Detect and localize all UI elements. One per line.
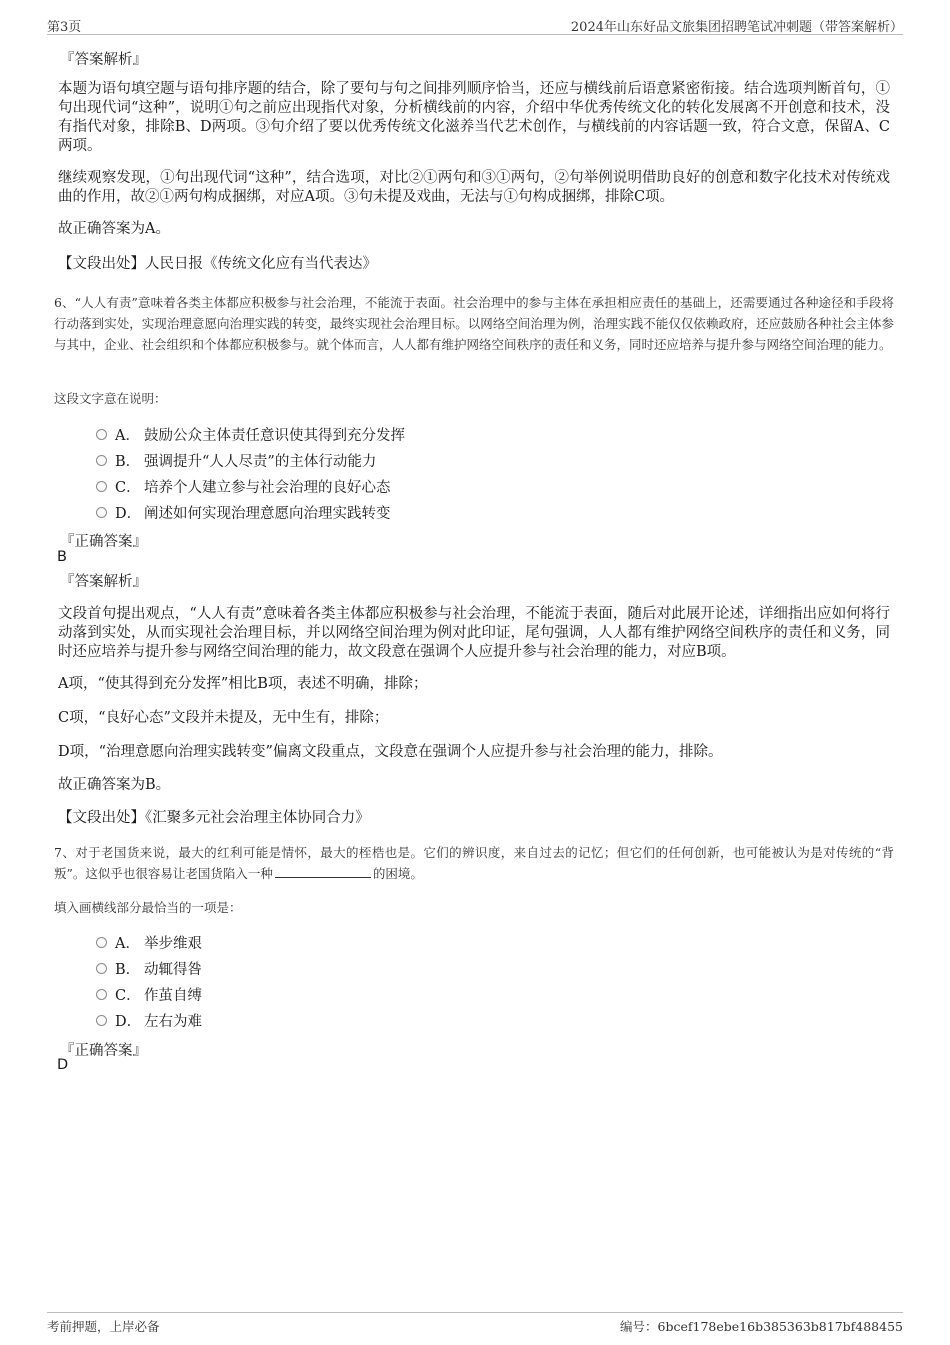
conclusion: 故正确答案为B。 — [58, 777, 171, 793]
page-number: 第3页 — [47, 20, 82, 35]
question-prompt: 这段文字意在说明： — [54, 391, 167, 406]
radio-button[interactable] — [96, 1015, 107, 1026]
source-citation: 【文段出处】《汇聚多元社会治理主体协同合力》 — [58, 810, 370, 826]
fill-blank — [275, 865, 371, 878]
analysis-paragraph: 继续观察发现，①句出现代词“这种”，结合选项，对比②①两句和③①两句，②句举例说明借助良好的创意和数字化技术对传统戏曲的作用，故②①两句构成捆绑，对应A项。③句未提及戏曲，无法与①句构成捆绑，排除C项。 — [58, 170, 890, 205]
radio-button[interactable] — [96, 481, 107, 492]
radio-button[interactable] — [96, 963, 107, 974]
correct-answer-label: 『正确答案』 — [60, 1043, 147, 1059]
analysis-line-c: C项，“良好心态”文段并未提及，无中生有，排除； — [58, 710, 389, 726]
page-header — [47, 14, 903, 35]
radio-button[interactable] — [96, 507, 107, 518]
correct-answer: D — [57, 1057, 69, 1073]
question-text: 7、对于老国货来说，最大的红利可能是情怀，最大的桎梏也是。它们的辨识度，来自过去的记忆；但它们的任何创新，也可能被认为是对传统的“背叛”。这似乎也很容易让老国货陷入一种 的困境。 — [54, 845, 894, 881]
correct-answer-label: 『正确答案』 — [60, 534, 147, 550]
correct-answer: B — [57, 549, 67, 565]
source-citation: 【文段出处】人民日报《传统文化应有当代表达》 — [58, 256, 377, 272]
document-title: 2024年山东好品文旅集团招聘笔试冲刺题（带答案解析） — [570, 20, 903, 35]
analysis-paragraph: 本题为语句填空题与语句排序题的结合，除了要句与句之间排列顺序恰当，还应与横线前后语意紧密衔接。结合选项判断首句，①句出现代词“这种”，说明①句之前应出现指代对象，分析横线前的内容，介绍中华优秀传统文化的转化发展离不开创意和技术，没有指代对象，排除B、D两项。③句介绍了要以优秀传统文化滋养当代艺术创作，与横线前的内容话题一致，符合文意，保留A、C两项。 — [58, 81, 890, 154]
radio-button[interactable] — [96, 429, 107, 440]
analysis-label: 『答案解析』 — [60, 574, 147, 590]
analysis-paragraph: 文段首句提出观点，“人人有责”意味着各类主体都应积极参与社会治理，不能流于表面，随后对此展开论述，详细指出应如何将行动落到实处，从而实现社会治理目标，并以网络空间治理为例对此印证，尾句强调，人人都有维护网络空间秩序的责任和义务，同时还应培养与提升参与网络空间治理的能力，故文段意在强调个人应提升参与社会治理的能力，对应B项。 — [58, 606, 890, 660]
question-prompt: 填入画横线部分最恰当的一项是： — [54, 900, 242, 915]
footer-slogan: 考前押题，上岸必备 — [47, 1319, 160, 1334]
radio-button[interactable] — [96, 989, 107, 1000]
document-id: 编号：6bcef178ebe16b385363b817bf488455 — [620, 1319, 903, 1334]
question-text: 6、“人人有责”意味着各类主体都应积极参与社会治理，不能流于表面。社会治理中的参与主体在承担相应责任的基础上，还需要通过各种途径和手段将行动落到实处，实现治理意愿向治理实践的转变，最终实现社会治理目标。以网络空间治理为例，治理实践不能仅仅依赖政府，还应鼓励各种社会主体参与其中，企业、社会组织和个体都应积极参与。就个体而言，人人都有维护网络空间秩序的责任和义务，同时还应培养与提升参与网络空间治理的能力。 — [54, 295, 894, 352]
page-footer — [47, 1312, 903, 1337]
conclusion: 故正确答案为A。 — [58, 221, 170, 237]
radio-button[interactable] — [96, 937, 107, 948]
analysis-line-a: A项，“使其得到充分发挥”相比B项，表述不明确，排除； — [58, 676, 428, 692]
analysis-line-d: D项，“治理意愿向治理实践转变”偏离文段重点，文段意在强调个人应提升参与社会治理的能力，排除。 — [58, 744, 723, 760]
radio-button[interactable] — [96, 455, 107, 466]
analysis-label: 『答案解析』 — [60, 52, 147, 68]
